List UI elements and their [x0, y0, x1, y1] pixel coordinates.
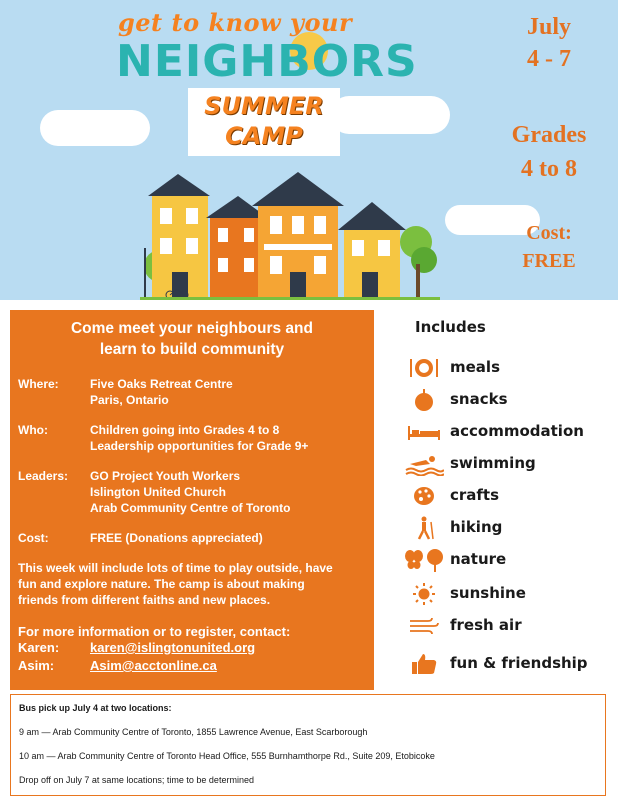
cloud	[330, 96, 450, 134]
include-label: swimming	[450, 454, 536, 472]
cost-label: Cost:	[18, 531, 49, 545]
who-line-2: Leadership opportunities for Grade 9+	[90, 439, 309, 453]
summer-camp-logo	[188, 88, 340, 156]
include-item-accommodation	[398, 418, 613, 446]
cost-line-1: Cost:	[526, 222, 572, 244]
include-item-crafts	[398, 482, 613, 510]
grades-line-2: 4 to 8	[521, 156, 577, 182]
where-line-1: Five Oaks Retreat Centre	[90, 377, 233, 391]
apple-icon	[404, 388, 444, 412]
contact-asim-email-link[interactable]: Asim@acctonline.ca	[90, 658, 217, 673]
dates-line-1: July	[526, 14, 571, 40]
cost-line-2: FREE	[522, 250, 576, 272]
bus-line-4: Drop off on July 7 at same locations; time to be determined	[19, 775, 254, 785]
contact-intro: For more information or to register, contact:	[18, 624, 291, 639]
contact-karen-email-link[interactable]: karen@islingtonunited.org	[90, 640, 256, 655]
include-label: nature	[450, 550, 507, 568]
include-label: meals	[450, 358, 500, 376]
who-label: Who:	[18, 423, 48, 437]
leaders-label: Leaders:	[18, 469, 69, 483]
include-item-hiking	[398, 514, 613, 542]
header-banner	[0, 0, 618, 300]
swimmer-icon	[404, 452, 444, 476]
butterfly-tree-icon	[404, 548, 444, 572]
who-line-1: Children going into Grades 4 to 8	[90, 423, 280, 437]
include-item-fun-friendship	[398, 650, 613, 678]
camp-line-2: CAMP	[225, 122, 303, 150]
description-line-3: friends from different faiths and new places.	[18, 593, 271, 607]
description-line-1: This week will include lots of time to play outside, have	[18, 561, 333, 575]
bus-line-1: Bus pick up July 4 at two locations:	[19, 703, 172, 713]
include-item-nature	[398, 546, 613, 574]
contact-asim-label: Asim:	[18, 658, 55, 673]
include-label: accommodation	[450, 422, 584, 440]
bus-line-3: 10 am — Arab Community Centre of Toronto Head Office, 555 Burnhamthorpe Rd., Suite 209, Etobicoke	[19, 751, 435, 761]
includes-heading: Includes	[415, 318, 486, 336]
include-label: hiking	[450, 518, 503, 536]
include-item-snacks	[398, 386, 613, 414]
include-label: fresh air	[450, 616, 522, 634]
grades-line-1: Grades	[511, 122, 587, 148]
title: NEIGHBORS	[116, 36, 418, 87]
cloud	[40, 110, 150, 146]
houses-illustration	[140, 168, 440, 300]
heading-line-1: Come meet your neighbours and	[70, 320, 313, 337]
panel-heading	[10, 318, 374, 360]
description-line-2: fun and explore nature. The camp is about making	[18, 577, 305, 591]
bus-info-box	[10, 694, 606, 796]
where-line-2: Paris, Ontario	[90, 393, 169, 407]
include-label: sunshine	[450, 584, 526, 602]
camp-line-1: SUMMER	[204, 92, 324, 120]
palette-icon	[404, 484, 444, 508]
heading-line-2: learn to build community	[99, 341, 285, 358]
tagline: get to know your	[118, 8, 353, 37]
thumbs-up-icon	[404, 652, 444, 676]
leaders-line-1: GO Project Youth Workers	[90, 469, 241, 483]
leaders-line-2: Islington United Church	[90, 485, 226, 499]
wind-icon	[404, 614, 444, 638]
leaders-line-3: Arab Community Centre of Toronto	[90, 501, 291, 515]
include-item-sunshine	[398, 580, 613, 608]
include-item-fresh-air	[398, 612, 613, 640]
plate-icon	[404, 356, 444, 380]
contact-karen-label: Karen:	[18, 640, 60, 655]
include-item-meals	[398, 354, 613, 382]
sun-icon	[404, 582, 444, 606]
include-label: crafts	[450, 486, 500, 504]
include-label: snacks	[450, 390, 508, 408]
bed-icon	[404, 420, 444, 444]
cost-value: FREE (Donations appreciated)	[90, 531, 263, 545]
dates-line-2: 4 - 7	[527, 46, 571, 72]
bus-line-2: 9 am — Arab Community Centre of Toronto, 1855 Lawrence Avenue, East Scarborough	[19, 727, 368, 737]
hiker-icon	[404, 516, 444, 540]
where-label: Where:	[18, 377, 59, 391]
details-panel	[10, 310, 374, 690]
include-item-swimming	[398, 450, 613, 478]
include-label: fun & friendship	[450, 654, 588, 672]
